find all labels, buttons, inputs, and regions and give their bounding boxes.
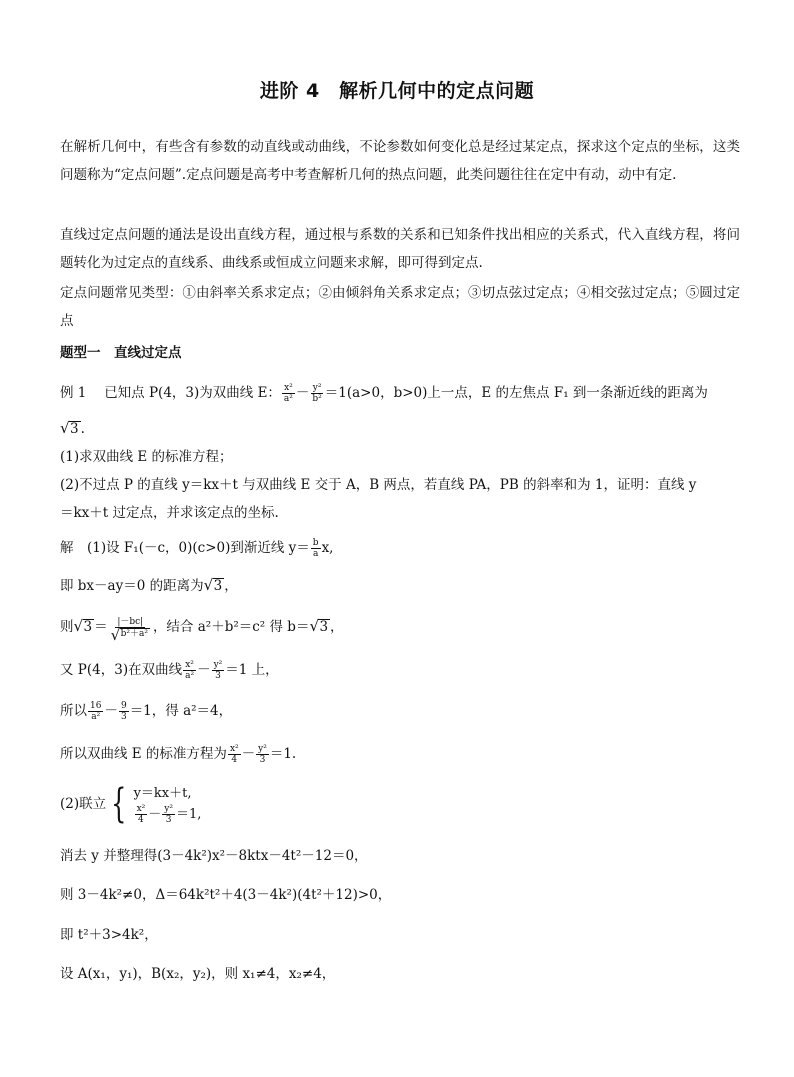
solution-line-6: 所以双曲线 E 的标准方程为 $\frac{\text{x²}}{4}$ － $\frac{\text{y²}}{3}$ ＝1. bbox=[60, 744, 297, 765]
left-brace: { bbox=[111, 781, 127, 827]
solution-line-4: 又 P(4，3)在双曲线 $\frac{\text{x²}}{\text{a²}}$ － $\frac{\text{y²}}{3}$ ＝1 上， bbox=[60, 660, 279, 681]
sqrt-3: √ 3 bbox=[69, 421, 81, 437]
fraction-b-a: $\frac{b}{a}$ bbox=[312, 538, 319, 559]
example-line-2: √ 3 . bbox=[60, 418, 85, 440]
solution-line-9: 则 3－4k²≠0，Δ＝64k²t²＋4(3－4k²)(4t²＋12)>0， bbox=[60, 887, 392, 903]
solution-line-10: 即 t²＋3>4k²， bbox=[60, 927, 158, 943]
fraction-x2-a2: $\frac{\text{x²}}{\text{a²}}$ bbox=[283, 383, 293, 404]
intro-paragraph-2: 直线过定点问题的通法是设出直线方程，通过根与系数的关系和已知条件找出相应的关系式，代入直线方程，将问题转化为过定点的直线系、曲线系或恒成立问题来求解，即可得到定点. bbox=[60, 227, 740, 271]
intro-paragraph-3: 定点问题常见类型：①由斜率关系求定点；②由倾斜角关系求定点；③切点弦过定点；④相交弦过定点；⑤圆过定点 bbox=[60, 285, 740, 329]
fraction-y2-b2: $\frac{\text{y²}}{\text{b²}}$ bbox=[312, 383, 322, 404]
question-2-line-1: (2)不过点 P 的直线 y＝kx＋t 与双曲线 E 交于 A，B 两点，若直线 PA，PB 的斜率和为 1，证明：直线 y bbox=[60, 477, 697, 493]
solution-line-1: 解 (1)设 F₁(－c，0)(c>0)到渐近线 y＝ $\frac{b}{a}$ x, bbox=[60, 538, 334, 559]
example-text-a: 已知点 P(4，3)为双曲线 E： bbox=[104, 385, 281, 401]
intro-paragraph-1: 在解析几何中，有些含有参数的动直线或动曲线，不论参数如何变化总是经过某定点，探求这个定点的坐标，这类问题称为“定点问题”.定点问题是高考中考查解析几何的热点问题，此类问题往往在定中有动，动中有定. bbox=[60, 139, 740, 183]
example-text-b: ＝1(a>0，b>0)上一点，E 的左焦点 F₁ 到一条渐近线的距离为 bbox=[324, 385, 708, 401]
solution-line-8: 消去 y 并整理得(3－4k²)x²－8ktx－4t²－12＝0， bbox=[60, 848, 368, 864]
solution-line-2: 即 bx－ay＝0 的距离为√ 3 ， bbox=[60, 575, 238, 597]
example-line-1: 例 1 已知点 P(4，3)为双曲线 E： $\frac{\text{x²}}{\text{a²}}$ － $\frac{\text{y²}}{\text{b²}}$ ＝1(a>0，b>0)上一点，E 的左焦点 F₁ 到一条渐近线的距离为 bbox=[60, 383, 708, 404]
solution-line-5: 所以 $\frac{16}{\text{a²}}$ － $\frac{9}{3}$ ＝1，得 a²＝4， bbox=[60, 701, 233, 722]
section-title: 题型一 直线过定点 bbox=[60, 345, 182, 361]
fraction-distance: |－bc| √ b²＋a² bbox=[109, 617, 152, 639]
page-title: 进阶 4 解析几何中的定点问题 bbox=[259, 80, 535, 102]
solution-line-7 bbox=[60, 782, 201, 826]
solution-line-3: 则√ 3 ＝ |－bc| √ b²＋a² ，结合 a²＋b²＝c² 得 b＝√ 3 ， bbox=[60, 616, 344, 639]
question-2-line-2: ＝kx＋t 过定点，并求该定点的坐标. bbox=[60, 505, 279, 521]
solution-line-11: 设 A(x₁，y₁)，B(x₂，y₂)，则 x₁≠4，x₂≠4， bbox=[60, 966, 336, 982]
example-label: 例 1 bbox=[60, 385, 87, 401]
equation-system: (2)联立 { y＝kx＋t, $\frac{\text{x²}}{4}$ － $\frac{\text{y²}}{3}$ ＝1, bbox=[60, 781, 202, 827]
question-1: (1)求双曲线 E 的标准方程； bbox=[60, 449, 233, 465]
